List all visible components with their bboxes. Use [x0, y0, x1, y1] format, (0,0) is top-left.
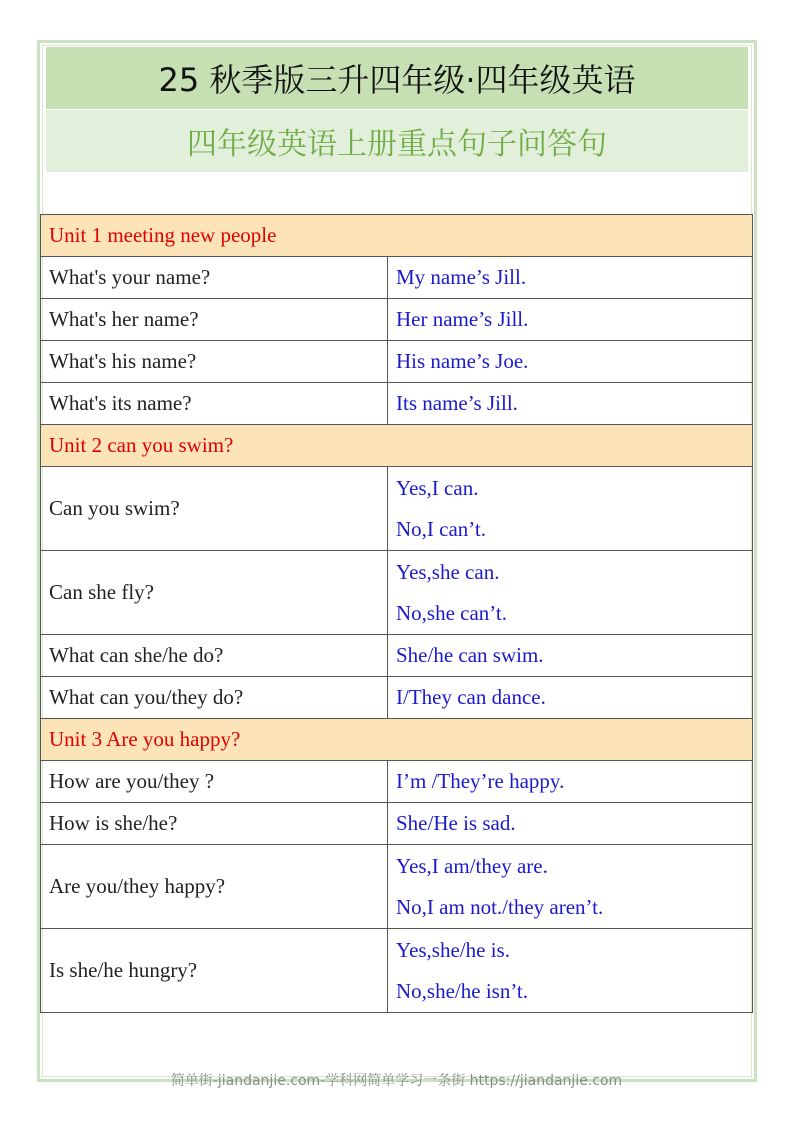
qa-row [41, 341, 753, 383]
question-cell: What can you/they do? [41, 677, 388, 719]
answer-cell [388, 383, 753, 425]
answer-line: His name’s Joe. [396, 349, 529, 373]
answer-cell [388, 467, 753, 551]
answer-line: I/They can dance. [396, 685, 546, 709]
answer-cell [388, 257, 753, 299]
qa-row [41, 299, 753, 341]
qa-table [40, 214, 753, 1013]
question-cell: How are you/they ? [41, 761, 388, 803]
unit-heading: Unit 3 Are you happy? [41, 719, 753, 761]
answer-line: Yes,she/he is. [396, 937, 510, 962]
answer-cell [388, 803, 753, 845]
qa-row [41, 635, 753, 677]
unit-heading: Unit 1 meeting new people [41, 215, 753, 257]
answer-line: Her name’s Jill. [396, 307, 529, 331]
unit-heading-row [41, 719, 753, 761]
answer-cell [388, 551, 753, 635]
footer-watermark: 简单街-jiandanjie.com-学科网简单学习一条街 https://jiandanjie.com [170, 1073, 623, 1089]
answer-line: My name’s Jill. [396, 265, 527, 289]
qa-row [41, 929, 753, 1013]
question-cell: Is she/he hungry? [41, 929, 388, 1013]
qa-row [41, 761, 753, 803]
answer-line: No,she can’t. [396, 600, 507, 625]
answer-line: Yes,I am/they are. [396, 853, 548, 878]
question-cell: Are you/they happy? [41, 845, 388, 929]
question-cell: What can she/he do? [41, 635, 388, 677]
unit-heading-row [41, 425, 753, 467]
question-cell: What's its name? [41, 383, 388, 425]
answer-line: She/He is sad. [396, 811, 516, 835]
answer-line: She/he can swim. [396, 643, 544, 667]
qa-row [41, 467, 753, 551]
answer-cell [388, 635, 753, 677]
question-cell: How is she/he? [41, 803, 388, 845]
question-cell: Can you swim? [41, 467, 388, 551]
answer-cell [388, 929, 753, 1013]
answer-line: No,I am not./they aren’t. [396, 894, 604, 919]
question-cell: What's his name? [41, 341, 388, 383]
answer-line: No,she/he isn’t. [396, 978, 529, 1003]
question-cell: What's her name? [41, 299, 388, 341]
answer-line: Yes,I can. [396, 475, 479, 500]
qa-table-body [41, 215, 753, 1013]
qa-row [41, 383, 753, 425]
answer-line: No,I can’t. [396, 516, 486, 541]
qa-row [41, 803, 753, 845]
answer-cell [388, 677, 753, 719]
answer-cell [388, 341, 753, 383]
unit-heading: Unit 2 can you swim? [41, 425, 753, 467]
qa-row [41, 551, 753, 635]
qa-row [41, 677, 753, 719]
subtitle-banner [46, 110, 748, 172]
answer-line: I’m /They’re happy. [396, 769, 565, 793]
qa-row [41, 845, 753, 929]
answer-cell [388, 845, 753, 929]
answer-line: Yes,she can. [396, 559, 500, 584]
answer-cell [388, 761, 753, 803]
title-banner [46, 47, 748, 109]
question-cell: Can she fly? [41, 551, 388, 635]
qa-row [41, 257, 753, 299]
answer-cell [388, 299, 753, 341]
question-cell: What's your name? [41, 257, 388, 299]
unit-heading-row [41, 215, 753, 257]
answer-line: Its name’s Jill. [396, 391, 518, 415]
page-subtitle: 四年级英语上册重点句子问答句 [187, 127, 607, 162]
page-title: 25 秋季版三升四年级·四年级英语 [158, 61, 636, 99]
